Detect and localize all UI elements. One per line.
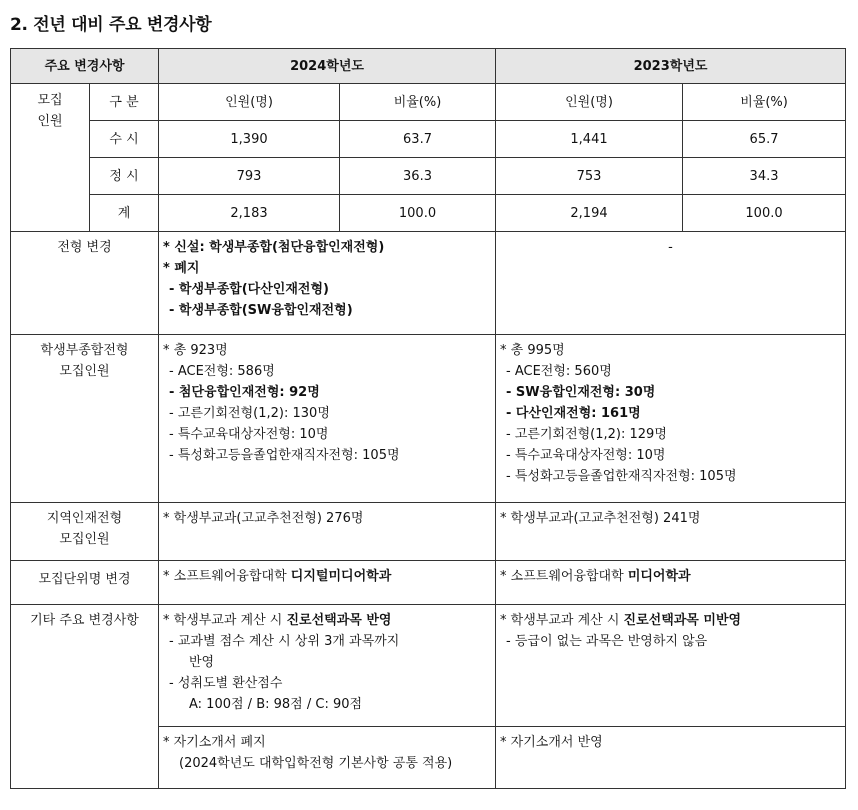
count-2024: 793	[159, 158, 340, 195]
list-item: - 특성화고등을졸업한재직자전형: 105명	[506, 469, 737, 484]
ratio-2023: 34.3	[683, 158, 846, 195]
jonghap-2023	[496, 335, 846, 503]
ratio-2023: 100.0	[683, 195, 846, 232]
jiyeok-label-line-2: 모집인원	[59, 532, 110, 547]
recruit-label-line-1: 모집	[37, 93, 63, 108]
jiyeok-2023: * 학생부교과(고교추천전형) 241명	[496, 503, 846, 561]
list-item: - 첨단융합인재전형: 92명	[169, 385, 320, 400]
jiyeok-row	[11, 503, 846, 561]
list-item: (2024학년도 대학입학전형 기본사항 공통 적용)	[179, 756, 453, 771]
table-row	[11, 195, 846, 232]
jeonhyeong-row	[11, 232, 846, 335]
jeonhyeong-abolish: * 폐지	[163, 261, 200, 276]
header-2023: 2023학년도	[496, 49, 846, 84]
jeonhyeong-label: 전형 변경	[11, 232, 159, 335]
list-item: - 특수교육대상자전형: 10명	[169, 427, 329, 442]
list-item: * 자기소개서 반영	[500, 735, 603, 750]
count-2023: 2,194	[496, 195, 683, 232]
count-2024: 2,183	[159, 195, 340, 232]
etc-2024-a	[159, 605, 496, 727]
sub-header-ratio-2023: 비율(%)	[683, 84, 846, 121]
etc-2024-line	[163, 610, 491, 631]
header-changes: 주요 변경사항	[11, 49, 159, 84]
unit-2024-prefix: * 소프트웨어융합대학	[163, 569, 291, 584]
etc-2024-bold: 진로선택과목 반영	[286, 613, 392, 628]
jonghap-2024	[159, 335, 496, 503]
list-item: - ACE전형: 586명	[169, 364, 275, 379]
jonghap-label	[11, 335, 159, 503]
etc-2023-a	[496, 605, 846, 727]
unit-row	[11, 561, 846, 605]
jeonhyeong-2024	[159, 232, 496, 335]
row-label: 계	[90, 195, 159, 232]
ratio-2024: 100.0	[340, 195, 496, 232]
row-label: 수 시	[90, 121, 159, 158]
etc-2024-b	[159, 727, 496, 789]
list-item: - SW융합인재전형: 30명	[506, 385, 656, 400]
list-item: - 성취도별 환산점수	[169, 676, 283, 691]
unit-label: 모집단위명 변경	[11, 561, 159, 605]
table-header-row	[11, 49, 846, 84]
list-item: - 교과별 점수 계산 시 상위 3개 과목까지	[169, 634, 400, 649]
list-item: - 다산인재전형: 161명	[506, 406, 641, 421]
unit-2024-name: 디지털미디어학과	[290, 569, 392, 584]
jiyeok-label-line-1: 지역인재전형	[46, 511, 123, 526]
sub-header-ratio-2024: 비율(%)	[340, 84, 496, 121]
row-label: 정 시	[90, 158, 159, 195]
etc-2023-b	[496, 727, 846, 789]
jeonhyeong-abolish-item: - 학생부종합(다산인재전형)	[169, 282, 329, 297]
table-row	[11, 158, 846, 195]
count-2023: 1,441	[496, 121, 683, 158]
jeonhyeong-abolish-item: - 학생부종합(SW융합인재전형)	[169, 303, 353, 318]
list-item: 반영	[189, 655, 215, 670]
list-item: * 자기소개서 폐지	[163, 735, 266, 750]
jonghap-label-line-1: 학생부종합전형	[40, 343, 129, 358]
list-item: - 고른기회전형(1,2): 129명	[506, 427, 667, 442]
list-item: - 등급이 없는 과목은 반영하지 않음	[506, 634, 708, 649]
recruit-label-line-2: 인원	[37, 114, 63, 129]
list-item: - ACE전형: 560명	[506, 364, 612, 379]
jeonhyeong-2023: -	[496, 232, 846, 335]
etc-2023-prefix: * 학생부교과 계산 시	[500, 613, 624, 628]
header-2024: 2024학년도	[159, 49, 496, 84]
jonghap-row	[11, 335, 846, 503]
etc-label: 기타 주요 변경사항	[11, 605, 159, 789]
list-item: - 특성화고등을졸업한재직자전형: 105명	[169, 448, 400, 463]
etc-2023-line	[500, 610, 841, 631]
etc-row-a	[11, 605, 846, 727]
sub-header-count-2023: 인원(명)	[496, 84, 683, 121]
unit-2023-prefix: * 소프트웨어융합대학	[500, 569, 628, 584]
jiyeok-label	[11, 503, 159, 561]
ratio-2024: 36.3	[340, 158, 496, 195]
table-row	[11, 121, 846, 158]
count-2023: 753	[496, 158, 683, 195]
jonghap-label-line-2: 모집인원	[59, 364, 110, 379]
sub-header-count-2024: 인원(명)	[159, 84, 340, 121]
jonghap-total: * 총 995명	[500, 343, 565, 358]
jiyeok-2024: * 학생부교과(고교추천전형) 276명	[159, 503, 496, 561]
list-item: - 고른기회전형(1,2): 130명	[169, 406, 330, 421]
unit-2023	[496, 561, 846, 605]
unit-2023-name: 미디어학과	[627, 569, 691, 584]
jeonhyeong-new: * 신설: 학생부종합(첨단융합인재전형)	[163, 240, 385, 255]
unit-2024	[159, 561, 496, 605]
ratio-2023: 65.7	[683, 121, 846, 158]
count-2024: 1,390	[159, 121, 340, 158]
recruit-label	[11, 84, 90, 232]
ratio-2024: 63.7	[340, 121, 496, 158]
changes-table	[10, 48, 846, 789]
jonghap-total: * 총 923명	[163, 343, 228, 358]
etc-2024-prefix: * 학생부교과 계산 시	[163, 613, 287, 628]
etc-2023-bold: 진로선택과목 미반영	[623, 613, 742, 628]
sub-header-kind: 구 분	[90, 84, 159, 121]
recruit-subheader-row	[11, 84, 846, 121]
list-item: A: 100점 / B: 98점 / C: 90점	[189, 697, 363, 712]
section-title: 2. 전년 대비 주요 변경사항	[10, 15, 212, 35]
list-item: - 특수교육대상자전형: 10명	[506, 448, 666, 463]
